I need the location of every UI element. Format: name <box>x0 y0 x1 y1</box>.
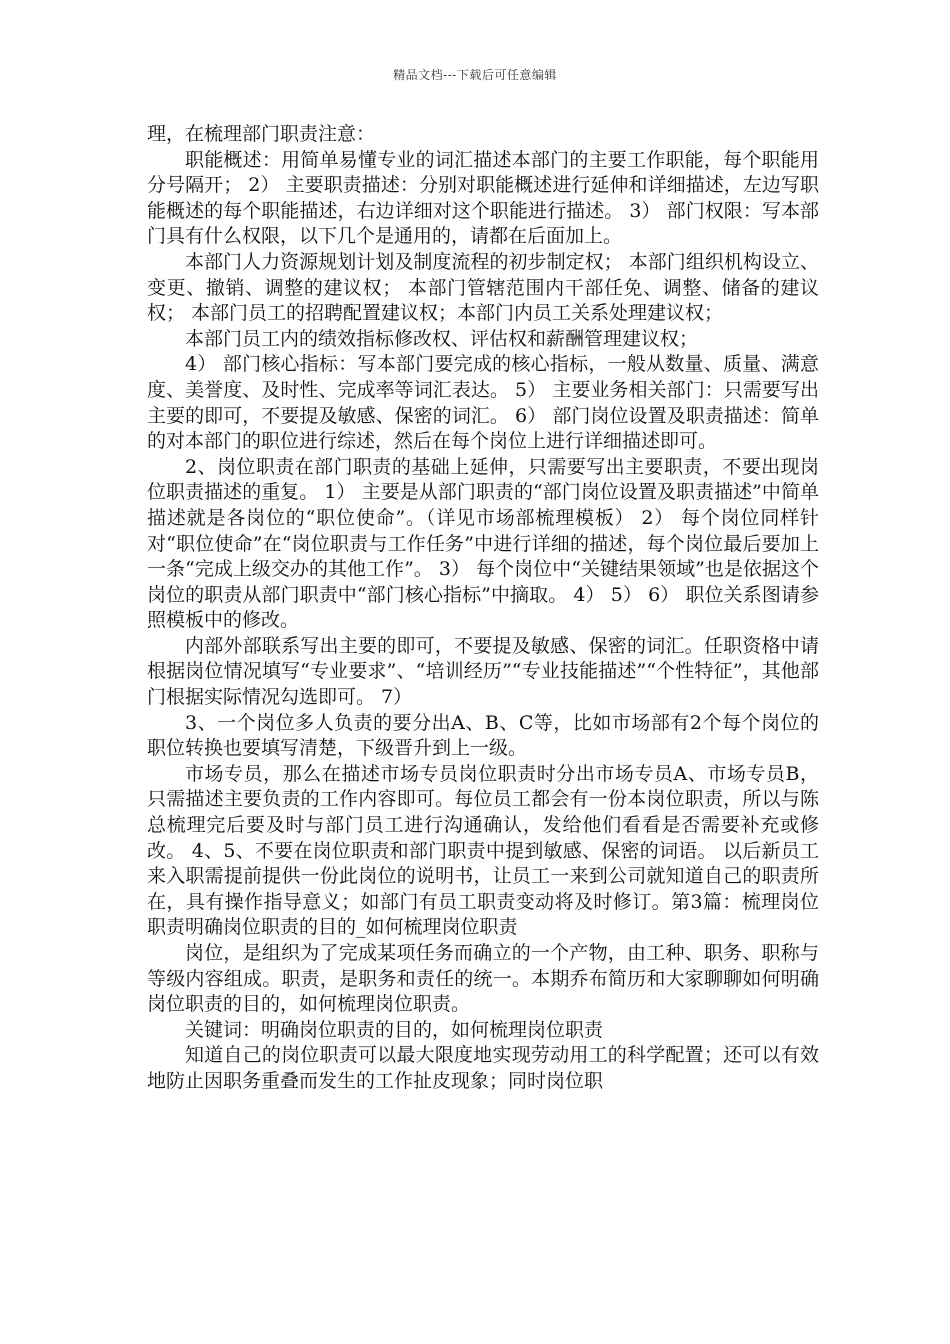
paragraph: 2、岗位职责在部门职责的基础上延伸，只需要写出主要职责，不要出现岗位职责描述的重复。 1） 主要是从部门职责的“部门岗位设置及职责描述”中简单描述就是各岗位的“职位使命”。（详见市场部梳理模板） 2） 每个岗位同样针对“职位使命”在“岗位职责与工作任务”中进行详细的描述，每个岗位最后要加上一条“完成上级交办的其他工作”。 3） 每个岗位中“关键结果领域”也是依据这个岗位的职责从部门职责中“部门核心指标”中摘取。 4） 5） 6） 职位关系图请参照模板中的修改。 <box>147 455 819 632</box>
document-body <box>147 122 819 1095</box>
paragraph: 理，在梳理部门职责注意： <box>147 123 376 145</box>
page-header: 精品文档---下载后可任意编辑 <box>393 68 557 82</box>
paragraph: 职能概述：用简单易懂专业的词汇描述本部门的主要工作职能，每个职能用分号隔开； 2） 主要职责描述：分别对职能概述进行延伸和详细描述，左边写职能概述的每个职能描述，右边详细对这个职能进行描述。 3） 部门权限：写本部门具有什么权限，以下几个是通用的，请都在后面加上。 <box>147 148 819 248</box>
paragraph: 知道自己的岗位职责可以最大限度地实现劳动用工的科学配置；还可以有效地防止因职务重叠而发生的工作扯皮现象；同时岗位职 <box>147 1044 819 1092</box>
paragraph: 内部外部联系写出主要的即可，不要提及敏感、保密的词汇。任职资格中请根据岗位情况填写“专业要求”、“培训经历”“专业技能描述”“个性特征”，其他部门根据实际情况勾选即可。 7） <box>147 634 819 709</box>
paragraph: 本部门员工内的绩效指标修改权、评估权和薪酬管理建议权； <box>185 327 699 350</box>
paragraph: 3、一个岗位多人负责的要分出A、B、C等，比如市场部有2个每个岗位的职位转换也要填写清楚，下级晋升到上一级。 <box>147 711 819 760</box>
paragraph: 本部门人力资源规划计划及制度流程的初步制定权； 本部门组织机构设立、变更、撤销、调整的建议权； 本部门管辖范围内干部任免、调整、储备的建议权； 本部门员工的招聘配置建议权；本部门内员工关系处理建议权； <box>147 250 819 325</box>
paragraph: 4） 部门核心指标：写本部门要完成的核心指标，一般从数量、质量、满意度、美誉度、及时性、完成率等词汇表达。 5） 主要业务相关部门：只需要写出主要的即可，不要提及敏感、保密的词汇。 6） 部门岗位设置及职责描述：简单的对本部门的职位进行综述，然后在每个岗位上进行详细描述即可。 <box>147 353 819 453</box>
paragraph: 岗位，是组织为了完成某项任务而确立的一个产物，由工种、职务、职称与等级内容组成。职责，是职务和责任的统一。本期乔布简历和大家聊聊如何明确岗位职责的目的，如何梳理岗位职责。 <box>147 942 819 1016</box>
paragraph: 关键词：明确岗位职责的目的，如何梳理岗位职责 <box>185 1018 604 1041</box>
paragraph: 市场专员，那么在描述市场专员岗位职责时分出市场专员A、市场专员B，只需描述主要负责的工作内容即可。每位员工都会有一份本岗位职责，所以与陈总梳理完后要及时与部门员工进行沟通确认，发给他们看看是否需要补充或修改。 4、5、不要在岗位职责和部门职责中提到敏感、保密的词语。 以后新员工来入职需提前提供一份此岗位的说明书，让员工一来到公司就知道自己的职责所在，具有操作指导意义；如部门有员工职责变动将及时修订。第3篇：梳理岗位职责明确岗位职责的目的_如何梳理岗位职责 <box>147 762 819 939</box>
